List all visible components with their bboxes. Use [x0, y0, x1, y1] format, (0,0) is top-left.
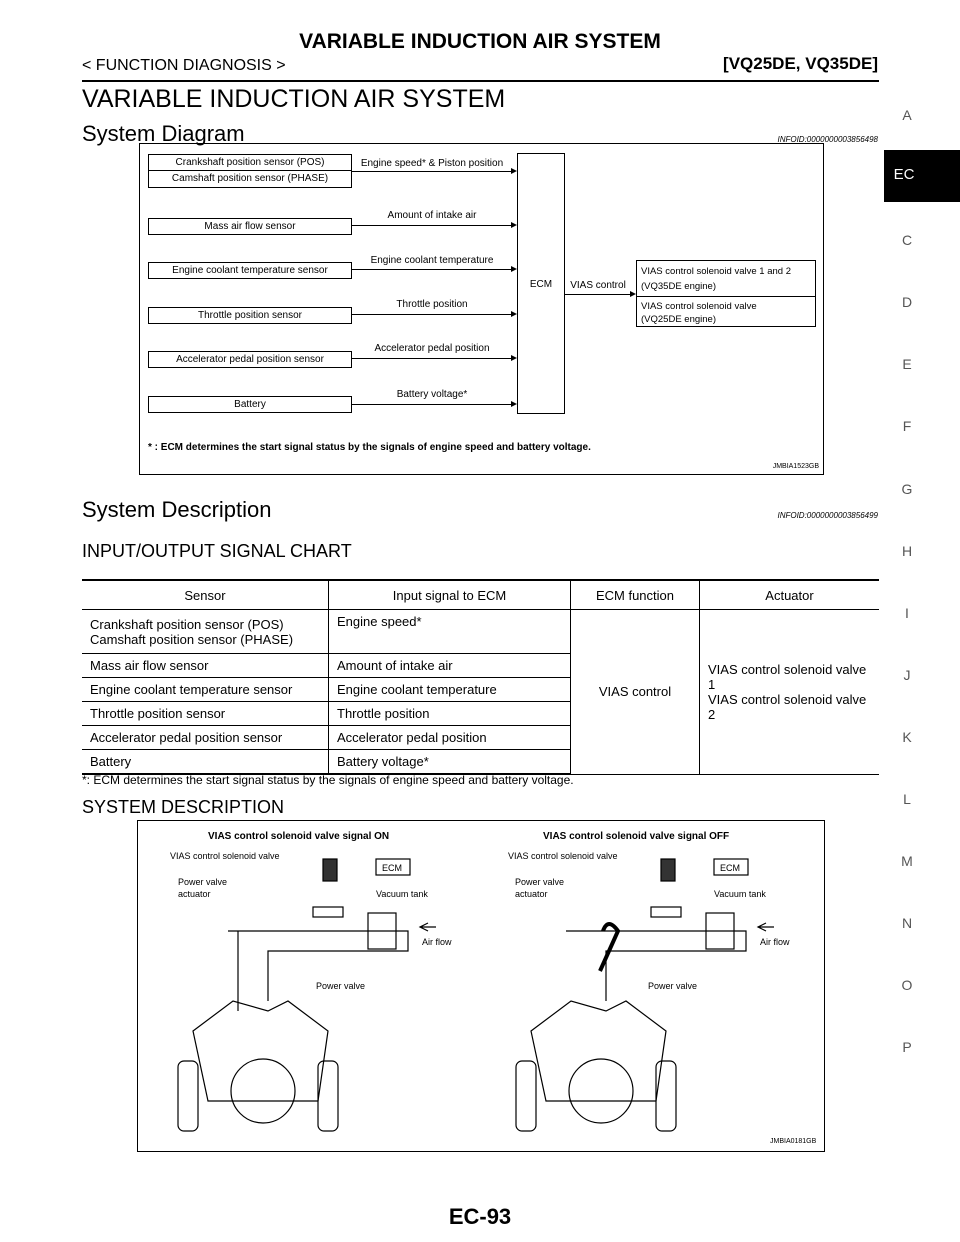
- table-header-row: [82, 580, 879, 610]
- system-diagram: [139, 143, 824, 475]
- sensor-box-coolant: Engine coolant temperature sensor: [148, 262, 352, 279]
- signal-label-accelerator: Accelerator pedal position: [374, 343, 490, 354]
- table-cell-function: VIAS control: [571, 610, 700, 775]
- table-cell-sensor: [82, 610, 329, 654]
- table-cell-signal: Battery voltage*: [329, 750, 571, 775]
- signal-line: [351, 225, 511, 226]
- table-cell-actuator: [700, 610, 880, 775]
- signal-line: [351, 404, 511, 405]
- illus-label-actuator-1: Power valve: [178, 877, 228, 887]
- illus-label-tank: Vacuum tank: [714, 889, 766, 899]
- output-signal-label: VIAS control: [570, 280, 626, 291]
- signal-label-battery: Battery voltage*: [396, 389, 468, 400]
- table-row: [82, 610, 879, 654]
- signal-label-intake-air: Amount of intake air: [387, 210, 477, 221]
- index-letter-j[interactable]: J: [903, 667, 911, 683]
- actuator-label: VIAS control solenoid valve: [641, 301, 757, 312]
- vacuum-tank-icon: [651, 907, 681, 917]
- signal-line: [351, 314, 511, 315]
- table-cell-sensor: Throttle position sensor: [82, 702, 329, 726]
- illus-label-actuator-2: actuator: [515, 889, 548, 899]
- section-title-system-description: System Description: [82, 497, 272, 522]
- table-cell-signal: Accelerator pedal position: [329, 726, 571, 750]
- engine-block-icon: [531, 1001, 666, 1101]
- crankshaft-icon: [569, 1059, 633, 1123]
- engine-mount-icon: [656, 1061, 676, 1131]
- index-letter-o[interactable]: O: [901, 977, 913, 993]
- actuator-label: VIAS control solenoid valve 1 and 2: [641, 266, 791, 277]
- crankshaft-icon: [231, 1059, 295, 1123]
- header-title: VARIABLE INDUCTION AIR SYSTEM: [299, 30, 661, 53]
- illus-label-power-valve: Power valve: [648, 981, 698, 991]
- index-letter-m[interactable]: M: [901, 853, 913, 869]
- actuator-line: VIAS control solenoid valve 2: [708, 691, 867, 722]
- table-cell-sensor: Engine coolant temperature sensor: [82, 678, 329, 702]
- airflow-arrow-icon: [420, 923, 436, 931]
- sensor-phase: Camshaft position sensor (PHASE): [171, 173, 329, 184]
- table-cell-sensor: Accelerator pedal position sensor: [82, 726, 329, 750]
- index-letter-i[interactable]: I: [905, 605, 909, 621]
- sensor-pos: Crankshaft position sensor (POS): [149, 155, 351, 171]
- breadcrumb: < FUNCTION DIAGNOSIS >: [82, 57, 286, 74]
- engine-block-icon: [193, 1001, 328, 1101]
- section-title-system-diagram: System Diagram: [82, 121, 245, 146]
- illus-label-solenoid: VIAS control solenoid valve: [170, 851, 280, 861]
- signal-line: [351, 269, 511, 270]
- figure-code: JMBIA1523GB: [772, 463, 819, 470]
- illus-title-off: VIAS control solenoid valve signal OFF: [543, 831, 730, 842]
- sensor-box-throttle: Throttle position sensor: [148, 307, 352, 324]
- infoid-system-description: INFOID:0000000003856499: [777, 511, 878, 520]
- illus-label-actuator-1: Power valve: [515, 877, 565, 887]
- sensor-box-battery: Battery: [148, 396, 352, 413]
- index-letter-a[interactable]: A: [902, 107, 912, 123]
- table-header-cell: Input signal to ECM: [329, 580, 571, 610]
- table-cell-sensor: Battery: [82, 750, 329, 775]
- sensor-line: Crankshaft position sensor (POS): [90, 616, 284, 632]
- solenoid-valve-icon: [661, 859, 675, 881]
- actuator-box-vq35de: [636, 260, 816, 297]
- actuator-engine: (VQ25DE engine): [641, 314, 716, 325]
- signal-line: [351, 171, 511, 172]
- model-codes: [VQ25DE, VQ35DE]: [723, 54, 878, 73]
- signal-line: [564, 294, 630, 295]
- table-header-cell: Sensor: [82, 580, 329, 610]
- illus-label-actuator-2: actuator: [178, 889, 211, 899]
- engine-diagram-off: [508, 831, 790, 1131]
- index-letter-f[interactable]: F: [902, 418, 912, 434]
- signal-label-throttle: Throttle position: [396, 299, 468, 310]
- sensor-box-pos-phase: [148, 154, 352, 188]
- index-letter-l[interactable]: L: [903, 791, 911, 807]
- page-number: EC-93: [448, 1204, 512, 1229]
- index-letter-n[interactable]: N: [901, 915, 913, 931]
- signal-label-coolant: Engine coolant temperature: [370, 255, 494, 266]
- actuator-box-vq25de: [636, 297, 816, 327]
- subsection-title-io-chart: INPUT/OUTPUT SIGNAL CHART: [82, 541, 352, 561]
- table-cell-sensor: Mass air flow sensor: [82, 654, 329, 678]
- illus-label-ecm: ECM: [382, 863, 402, 873]
- ecm-box: [517, 153, 565, 414]
- index-letter-e[interactable]: E: [902, 356, 912, 372]
- index-letter-k[interactable]: K: [902, 729, 912, 745]
- engine-mount-icon: [516, 1061, 536, 1131]
- actuator-line: VIAS control solenoid valve 1: [708, 661, 867, 692]
- ecm-label: ECM: [529, 279, 553, 290]
- illus-label-power-valve: Power valve: [316, 981, 366, 991]
- diagram-footnote: * : ECM determines the start signal status by the signals of engine speed and battery voltage.: [148, 442, 591, 453]
- index-tab-label: EC: [893, 166, 915, 183]
- illus-title-on: VIAS control solenoid valve signal ON: [208, 831, 390, 842]
- sensor-box-maf: Mass air flow sensor: [148, 218, 352, 235]
- index-tab-active[interactable]: [884, 150, 960, 202]
- actuator-engine: (VQ35DE engine): [641, 281, 716, 292]
- engine-diagram-on: [170, 831, 452, 1131]
- page-title: VARIABLE INDUCTION AIR SYSTEM: [82, 85, 506, 113]
- sensor-line: Camshaft position sensor (PHASE): [90, 631, 294, 647]
- index-letter-p[interactable]: P: [902, 1039, 912, 1055]
- index-letter-c[interactable]: C: [901, 232, 913, 248]
- table-cell-signal: Amount of intake air: [329, 654, 571, 678]
- vacuum-tank-icon: [313, 907, 343, 917]
- infoid-system-diagram: INFOID:0000000003856498: [777, 135, 878, 144]
- vias-illustration: [137, 820, 825, 1152]
- table-footnote: *: ECM determines the start signal status by the signals of engine speed and battery voltage.: [82, 773, 574, 787]
- illus-label-ecm: ECM: [720, 863, 740, 873]
- index-letter-g[interactable]: G: [901, 481, 913, 497]
- signal-label-engine-speed: Engine speed* & Piston position: [360, 158, 504, 169]
- header-divider: [82, 80, 879, 82]
- subsection-title-system-description: SYSTEM DESCRIPTION: [82, 797, 285, 817]
- engine-mount-icon: [318, 1061, 338, 1131]
- table-cell-signal: Engine coolant temperature: [329, 678, 571, 702]
- sensor-box-accelerator: Accelerator pedal position sensor: [148, 351, 352, 368]
- io-signal-table: [82, 579, 879, 775]
- index-letter-h[interactable]: H: [901, 543, 913, 559]
- figure-code: JMBIA0181GB: [770, 1138, 817, 1145]
- engine-mount-icon: [178, 1061, 198, 1131]
- illus-label-tank: Vacuum tank: [376, 889, 428, 899]
- illus-label-airflow: Air flow: [760, 937, 790, 947]
- table-header-cell: Actuator: [700, 580, 880, 610]
- vias-illustration-drawing: [138, 821, 824, 1151]
- table-cell-signal: Throttle position: [329, 702, 571, 726]
- illus-label-airflow: Air flow: [422, 937, 452, 947]
- signal-line: [351, 358, 511, 359]
- table-cell-signal: Engine speed*: [329, 610, 571, 654]
- table-header-cell: ECM function: [571, 580, 700, 610]
- airflow-arrow-icon: [758, 923, 774, 931]
- solenoid-valve-icon: [323, 859, 337, 881]
- index-letter-d[interactable]: D: [901, 294, 913, 310]
- illus-label-solenoid: VIAS control solenoid valve: [508, 851, 618, 861]
